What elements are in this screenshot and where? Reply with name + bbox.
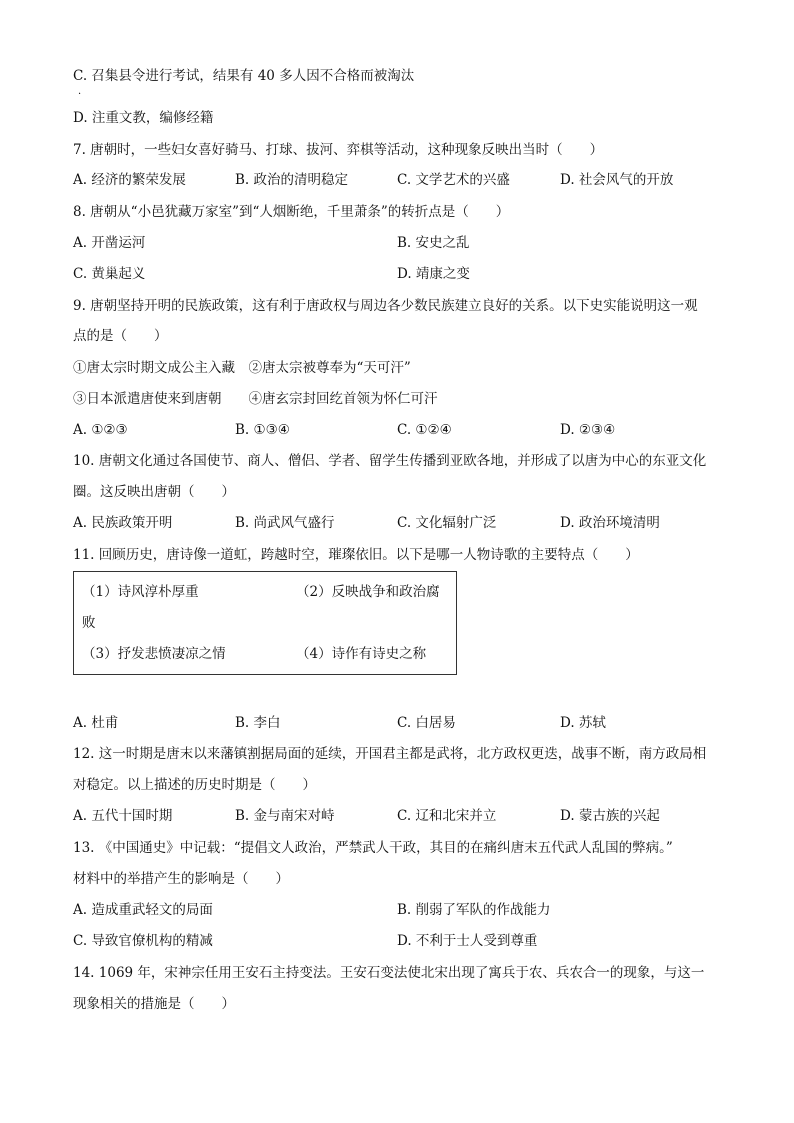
q7-option-a: A. 经济的繁荣发展 bbox=[73, 172, 186, 188]
feature-1: （1）诗风淳朴厚重 bbox=[82, 584, 199, 600]
q7-stem: 7. 唐朝时，一些妇女喜好骑马、打球、拔河、弈棋等活动，这种现象反映出当时（ ） bbox=[73, 142, 604, 158]
q7-option-b: B. 政治的清明稳定 bbox=[235, 172, 349, 188]
q10-option-b: B. 尚武风气盛行 bbox=[235, 515, 335, 531]
q11-option-c: C. 白居易 bbox=[397, 715, 456, 731]
q9-stem-line1: 9. 唐朝坚持开明的民族政策，这有利于唐政权与周边各少数民族建立良好的关系。以下史实能说明这一观 bbox=[73, 298, 698, 314]
feature-4: （4）诗作有诗史之称 bbox=[296, 646, 427, 662]
q13-option-b: B. 削弱了军队的作战能力 bbox=[397, 902, 551, 918]
q11-stem: 11. 回顾历史，唐诗像一道虹，跨越时空，璀璨依旧。以下是哪一人物诗歌的主要特点（ ） bbox=[73, 547, 639, 563]
q13-option-a: A. 造成重武轻文的局面 bbox=[73, 902, 213, 918]
q6-option-d: D. 注重文教，编修经籍 bbox=[73, 110, 214, 126]
q8-option-a: A. 开凿运河 bbox=[73, 235, 146, 251]
q12-stem-line2: 对稳定。以上描述的历史时期是（ ） bbox=[73, 777, 316, 793]
q10-option-a: A. 民族政策开明 bbox=[73, 515, 173, 531]
q10-option-c: C. 文化辐射广泛 bbox=[397, 515, 497, 531]
q12-option-a: A. 五代十国时期 bbox=[73, 808, 173, 824]
q6-option-c: C. 召集县令进行考试，结果有 40 多人因不合格而被淘汰 bbox=[73, 68, 415, 84]
q11-option-d: D. 苏轼 bbox=[560, 715, 606, 731]
q10-stem-line2: 圈。这反映出唐朝（ ） bbox=[73, 484, 235, 500]
q9-option-c: C. ①②④ bbox=[397, 422, 452, 438]
q8-stem: 8. 唐朝从“小邑犹藏万家室”到“人烟断绝，千里萧条”的转折点是（ ） bbox=[73, 204, 510, 220]
q7-option-d: D. 社会风气的开放 bbox=[560, 172, 674, 188]
q8-option-b: B. 安史之乱 bbox=[397, 235, 470, 251]
feature-3: （3）抒发悲愤凄凉之情 bbox=[82, 646, 226, 662]
q13-option-c: C. 导致官僚机构的精减 bbox=[73, 933, 213, 949]
q10-option-d: D. 政治环境清明 bbox=[560, 515, 660, 531]
q7-option-c: C. 文学艺术的兴盛 bbox=[397, 172, 510, 188]
q13-stem-line1: 13. 《中国通史》中记载：“提倡文人政治，严禁武人干政，其目的在痛纠唐末五代武人乱国的弊病。” bbox=[73, 840, 673, 856]
q9-option-d: D. ②③④ bbox=[560, 422, 616, 438]
q9-stem-line2: 点的是（ ） bbox=[73, 328, 168, 344]
q13-option-d: D. 不利于士人受到尊重 bbox=[397, 933, 538, 949]
q11-option-b: B. 李白 bbox=[235, 715, 281, 731]
q11-feature-box bbox=[73, 571, 457, 675]
q11-option-a: A. 杜甫 bbox=[73, 715, 119, 731]
q14-stem-line1: 14. 1069 年，宋神宗任用王安石主持变法。王安石变法使北宋出现了寓兵于农、兵农合一的现象，与这一 bbox=[73, 965, 705, 981]
q9-statements-1: ①唐太宗时期文成公主入藏 ②唐太宗被尊奉为“天可汗” bbox=[73, 360, 411, 376]
q14-stem-line2: 现象相关的措施是（ ） bbox=[73, 996, 235, 1012]
feature-2: （2）反映战争和政治腐 bbox=[296, 584, 440, 600]
q10-stem-line1: 10. 唐朝文化通过各国使节、商人、僧侣、学者、留学生传播到亚欧各地，并形成了以唐为中心的东亚文化 bbox=[73, 453, 707, 469]
q12-option-b: B. 金与南宋对峙 bbox=[235, 808, 335, 824]
q12-option-c: C. 辽和北宋并立 bbox=[397, 808, 497, 824]
q9-statements-2: ③日本派遣唐使来到唐朝 ④唐玄宗封回纥首领为怀仁可汗 bbox=[73, 391, 438, 407]
q9-option-b: B. ①③④ bbox=[235, 422, 290, 438]
q8-option-d: D. 靖康之变 bbox=[397, 266, 470, 282]
stray-dot: · bbox=[78, 89, 82, 100]
feature-2-continued: 败 bbox=[82, 615, 96, 631]
q8-option-c: C. 黄巢起义 bbox=[73, 266, 146, 282]
q12-stem-line1: 12. 这一时期是唐末以来藩镇割据局面的延续，开国君主都是武将，北方政权更迭，战事不断，南方政局相 bbox=[73, 746, 707, 762]
q9-option-a: A. ①②③ bbox=[73, 422, 128, 438]
q12-option-d: D. 蒙古族的兴起 bbox=[560, 808, 660, 824]
q13-stem-line2: 材料中的举措产生的影响是（ ） bbox=[73, 871, 289, 887]
